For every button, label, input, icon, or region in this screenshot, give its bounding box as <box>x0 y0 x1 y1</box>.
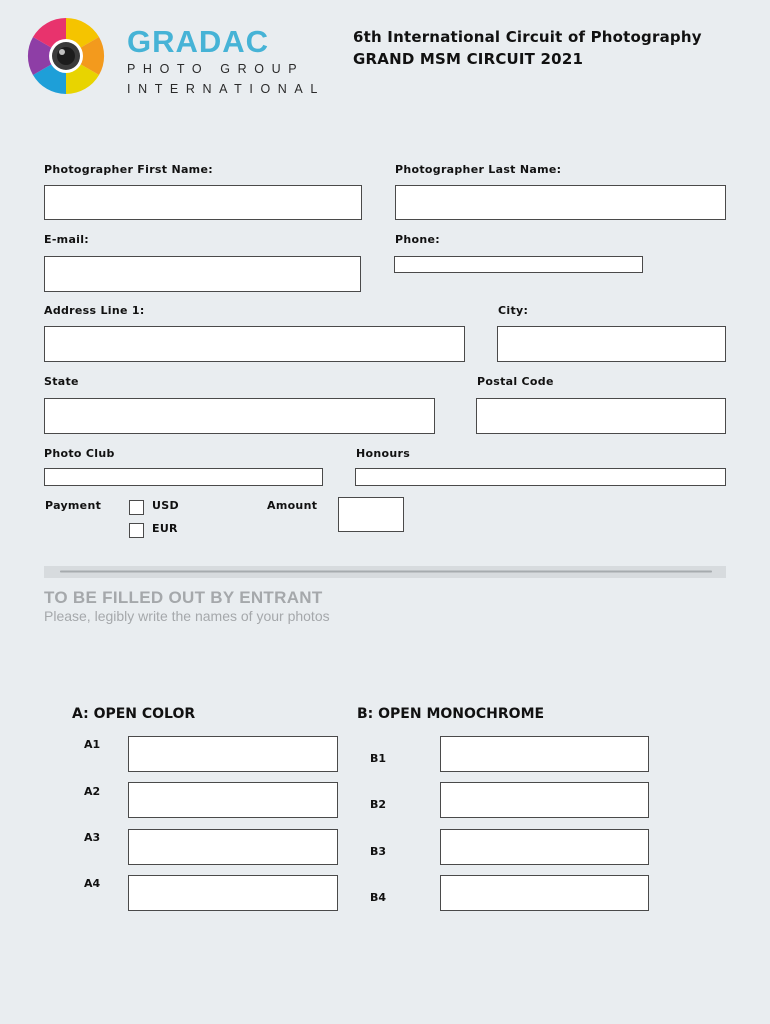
slot-a2-label: A2 <box>84 785 101 798</box>
slot-a1-label: A1 <box>84 738 101 751</box>
postal-code-field[interactable] <box>476 398 726 434</box>
usd-label: USD <box>152 499 179 512</box>
eur-label: EUR <box>152 522 178 535</box>
usd-checkbox[interactable] <box>129 500 144 515</box>
address-label: Address Line 1: <box>44 304 145 317</box>
slot-a2-field[interactable] <box>128 782 338 818</box>
city-label: City: <box>498 304 529 317</box>
slot-b3-label: B3 <box>370 845 387 858</box>
slot-b1-label: B1 <box>370 752 387 765</box>
honours-label: Honours <box>356 447 411 460</box>
slot-a4-field[interactable] <box>128 875 338 911</box>
slot-a3-field[interactable] <box>128 829 338 865</box>
state-label: State <box>44 375 79 388</box>
first-name-label: Photographer First Name: <box>44 163 213 176</box>
payment-label: Payment <box>45 499 102 512</box>
entrant-section-title: TO BE FILLED OUT BY ENTRANT <box>44 588 323 607</box>
slot-a4-label: A4 <box>84 877 101 890</box>
first-name-field[interactable] <box>44 185 362 220</box>
slot-b2-label: B2 <box>370 798 387 811</box>
last-name-field[interactable] <box>395 185 726 220</box>
postal-code-label: Postal Code <box>477 375 554 388</box>
state-field[interactable] <box>44 398 435 434</box>
photo-club-field[interactable] <box>44 468 323 486</box>
photo-club-label: Photo Club <box>44 447 115 460</box>
entrant-section-subtitle: Please, legibly write the names of your photos <box>44 608 330 624</box>
slot-a3-label: A3 <box>84 831 101 844</box>
gradac-logo-icon <box>22 16 110 96</box>
slot-b4-label: B4 <box>370 891 387 904</box>
form-title: 6th International Circuit of Photography <box>353 28 702 46</box>
email-label: E-mail: <box>44 233 90 246</box>
category-b-title: B: OPEN MONOCHROME <box>357 706 545 722</box>
category-a-title: A: OPEN COLOR <box>72 706 196 722</box>
eur-checkbox[interactable] <box>129 523 144 538</box>
phone-label: Phone: <box>395 233 440 246</box>
slot-b2-field[interactable] <box>440 782 649 818</box>
honours-field[interactable] <box>355 468 726 486</box>
brand-name: GRADAC <box>127 24 270 59</box>
slot-b1-field[interactable] <box>440 736 649 772</box>
amount-field[interactable] <box>338 497 404 532</box>
city-field[interactable] <box>497 326 726 362</box>
section-divider-line <box>60 570 712 573</box>
slot-a1-field[interactable] <box>128 736 338 772</box>
last-name-label: Photographer Last Name: <box>395 163 562 176</box>
form-subtitle: GRAND MSM CIRCUIT 2021 <box>353 50 584 68</box>
email-field[interactable] <box>44 256 361 292</box>
brand-tagline-1: PHOTO GROUP <box>127 62 305 76</box>
slot-b4-field[interactable] <box>440 875 649 911</box>
amount-label: Amount <box>267 499 318 512</box>
slot-b3-field[interactable] <box>440 829 649 865</box>
phone-field[interactable] <box>394 256 643 273</box>
brand-tagline-2: INTERNATIONAL <box>127 82 325 96</box>
address-field[interactable] <box>44 326 465 362</box>
